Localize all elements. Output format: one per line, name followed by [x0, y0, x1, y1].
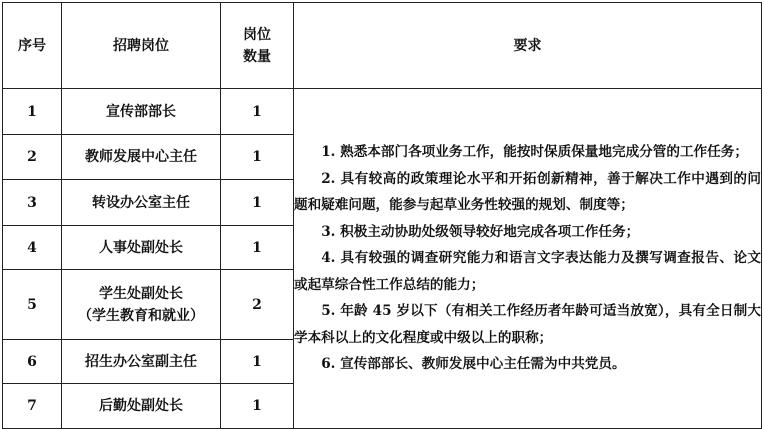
- cell-count: 1: [221, 135, 294, 180]
- header-count-line2: 数量: [243, 48, 271, 65]
- requirement-item: 3. 积极主动协助处级领导较好地完成各项工作任务；: [321, 223, 640, 240]
- cell-no: 3: [3, 180, 62, 226]
- requirement-item: 4. 具有较强的调查研究能力和语言文字表达能力及撰写调查报告、论文或起草综合性工作总结的能力；: [294, 250, 761, 293]
- cell-count: 1: [221, 89, 294, 135]
- header-requirements: 要求: [294, 3, 762, 89]
- header-count: [221, 3, 294, 89]
- cell-no: 1: [3, 89, 62, 135]
- cell-no: 6: [3, 340, 62, 384]
- requirement-item: 1. 熟悉本部门各项业务工作，能按时保质保量地完成分管的工作任务；: [321, 144, 748, 161]
- cell-position: 人事处副处长: [62, 226, 221, 270]
- requirement-item: 5. 年龄 45 岁以下（有相关工作经历者年龄可适当放宽），具有全日制大学本科以上的文化程度或中级以上的职称；: [294, 303, 761, 346]
- cell-count: 2: [221, 270, 294, 340]
- cell-count: 1: [221, 384, 294, 429]
- cell-count: 1: [221, 340, 294, 384]
- cell-no: 7: [3, 384, 62, 429]
- recruitment-table: [2, 2, 762, 429]
- requirement-item: 2. 具有较高的政策理论水平和开拓创新精神，善于解决工作中遇到的问题和疑难问题，能参与起草业务性较强的规划、制度等；: [294, 170, 761, 214]
- cell-position-main: 学生处副处长: [99, 285, 183, 302]
- cell-no: 2: [3, 135, 62, 180]
- cell-position: 宣传部部长: [62, 89, 221, 135]
- cell-position: 招生办公室副主任: [62, 340, 221, 384]
- table-row: [3, 89, 762, 135]
- header-no: 序号: [3, 3, 62, 89]
- cell-count: 1: [221, 226, 294, 270]
- cell-position: 教师发展中心主任: [62, 135, 221, 180]
- cell-no: 4: [3, 226, 62, 270]
- requirement-item: 6. 宣传部部长、教师发展中心主任需为中共党员。: [321, 356, 626, 373]
- cell-position: [62, 270, 221, 340]
- header-row: [3, 3, 762, 89]
- cell-position: 后勤处副处长: [62, 384, 221, 429]
- cell-position-sub: （学生教育和就业）: [78, 307, 204, 324]
- cell-position: 转设办公室主任: [62, 180, 221, 226]
- cell-no: 5: [3, 270, 62, 340]
- cell-count: 1: [221, 180, 294, 226]
- header-count-line1: 岗位: [243, 26, 271, 43]
- header-position: 招聘岗位: [62, 3, 221, 89]
- requirements-cell: [294, 89, 762, 429]
